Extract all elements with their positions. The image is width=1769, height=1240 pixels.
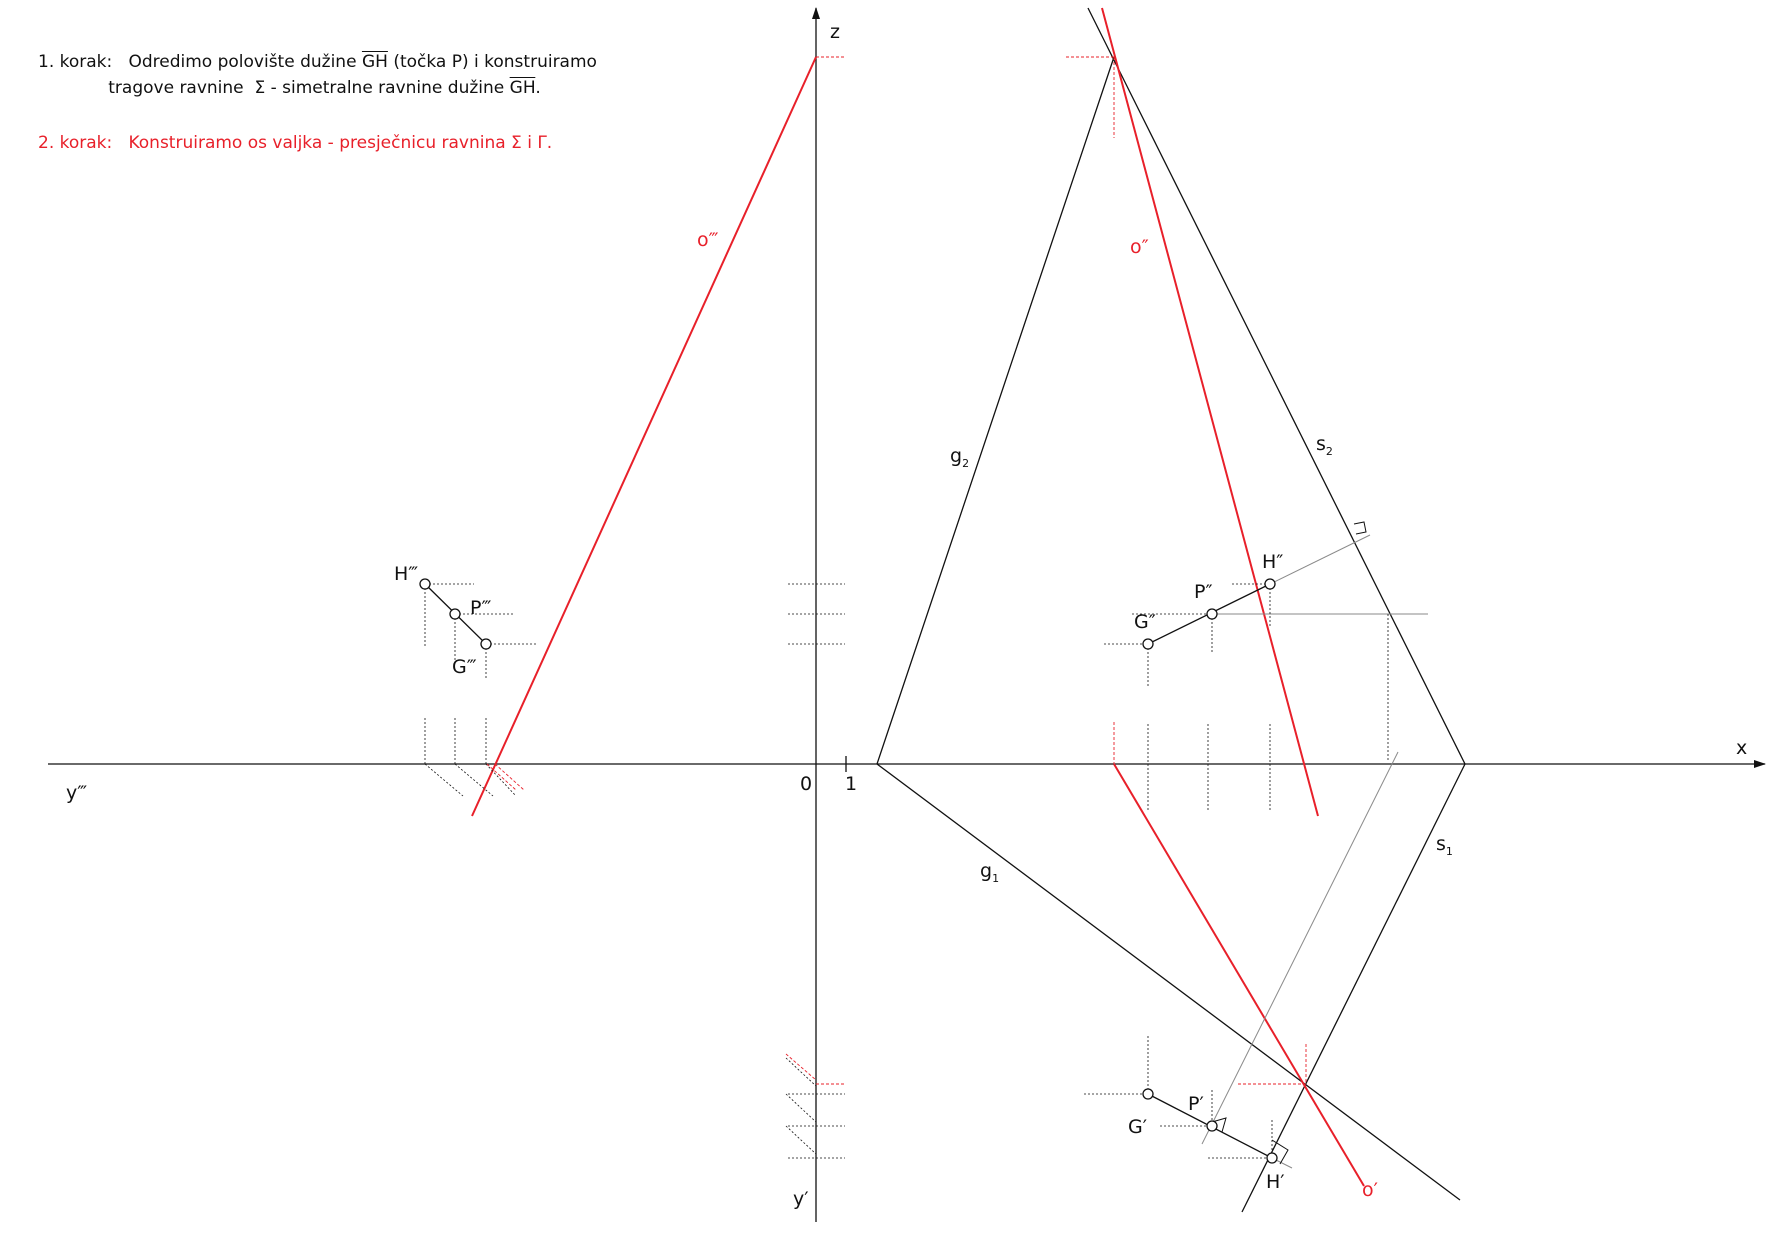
line-o3 — [472, 57, 816, 816]
trace-g2 — [877, 57, 1114, 764]
point-h3 — [420, 579, 430, 589]
line-o2 — [1102, 8, 1318, 816]
point-h1 — [1267, 1153, 1277, 1163]
right-angle-front — [1354, 522, 1366, 534]
label-o1: o′ — [1362, 1179, 1378, 1201]
label-g2-trace-sub: 2 — [962, 457, 970, 470]
normal-top — [1202, 752, 1398, 1144]
label-unit: 1 — [845, 773, 858, 795]
point-g2 — [1143, 639, 1153, 649]
label-s1-trace-sub: 1 — [1445, 845, 1453, 858]
step-2-body: Konstruiramo os valjka - presječnicu ravnina Σ i Γ. — [128, 133, 553, 153]
label-g1: G′ — [1128, 1116, 1148, 1138]
label-g2-trace-main: g — [950, 445, 963, 467]
label-g1-trace-main: g — [980, 860, 993, 882]
step-1-line2-a: tragove ravnine — [108, 78, 244, 98]
traces — [877, 8, 1465, 1212]
label-h1: H′ — [1266, 1171, 1285, 1193]
point-p3 — [450, 609, 460, 619]
axes — [48, 8, 1765, 1222]
label-p3: P‴ — [470, 597, 492, 619]
red-dotted-projections — [487, 57, 1306, 1084]
step-1-sigma: Σ — [254, 78, 266, 98]
segment-gh-2: $\overline{GH}$ — [509, 78, 536, 98]
red-x-arc-2 — [495, 764, 524, 790]
point-h2 — [1265, 579, 1275, 589]
right-angle-marks — [1212, 522, 1366, 1164]
proj-h3-d — [425, 764, 463, 796]
points — [420, 579, 1277, 1163]
point-p1 — [1207, 1121, 1217, 1131]
line-o1 — [1114, 764, 1364, 1186]
label-g1-trace — [980, 860, 999, 885]
trace-s1 — [1242, 764, 1465, 1212]
label-z: z — [830, 21, 840, 43]
arc-h-y — [786, 1126, 816, 1154]
step-1-line1-b: (točka P) i konstruiramo — [393, 52, 597, 72]
construction-lines — [1202, 535, 1428, 1168]
red-lines — [472, 8, 1364, 1186]
trace-s2 — [1088, 8, 1465, 764]
point-g3 — [481, 639, 491, 649]
step-2-prefix: 2. korak: — [38, 133, 113, 153]
arc-g-y — [786, 1058, 816, 1086]
segments-gh — [425, 584, 1272, 1158]
label-p1: P′ — [1188, 1093, 1204, 1115]
label-p2: P″ — [1194, 581, 1213, 603]
label-x: x — [1736, 737, 1748, 759]
label-s2-trace-main: s — [1316, 433, 1326, 455]
label-o2: o″ — [1130, 236, 1149, 258]
arc-p-y — [786, 1094, 816, 1122]
red-x-arc-1 — [487, 764, 516, 790]
red-labels — [697, 229, 1378, 1201]
label-origin: 0 — [800, 773, 813, 795]
label-g3: G‴ — [452, 656, 477, 678]
point-p2 — [1207, 609, 1217, 619]
label-g1-trace-sub: 1 — [992, 872, 1000, 885]
label-s1-trace-main: s — [1436, 833, 1446, 855]
label-o3: o‴ — [697, 229, 719, 251]
label-h2: H″ — [1262, 551, 1284, 573]
label-y3: y‴ — [66, 782, 88, 804]
dotted-projections — [425, 584, 1388, 1158]
label-y1: y′ — [793, 1188, 809, 1210]
trace-g1 — [877, 764, 1460, 1200]
label-g2-trace — [950, 445, 969, 470]
label-s2-trace-sub: 2 — [1325, 445, 1333, 458]
point-g1 — [1143, 1089, 1153, 1099]
label-s1-trace — [1436, 833, 1453, 858]
segment-gh-1: $\overline{GH}$ — [361, 52, 388, 72]
label-s2-trace — [1316, 433, 1333, 458]
step-1-line2-c: . — [535, 78, 541, 98]
label-h3: H‴ — [394, 563, 419, 585]
label-g2: G″ — [1134, 611, 1156, 633]
normal-front — [1270, 535, 1370, 584]
step-1-prefix: 1. korak: — [38, 52, 113, 72]
labels — [66, 21, 1747, 1210]
step-1-line2-b: - simetralne ravnine dužine — [270, 78, 505, 98]
step-1-line1-a: Odredimo polovište dužine — [128, 52, 357, 72]
red-y-arc — [786, 1054, 816, 1080]
